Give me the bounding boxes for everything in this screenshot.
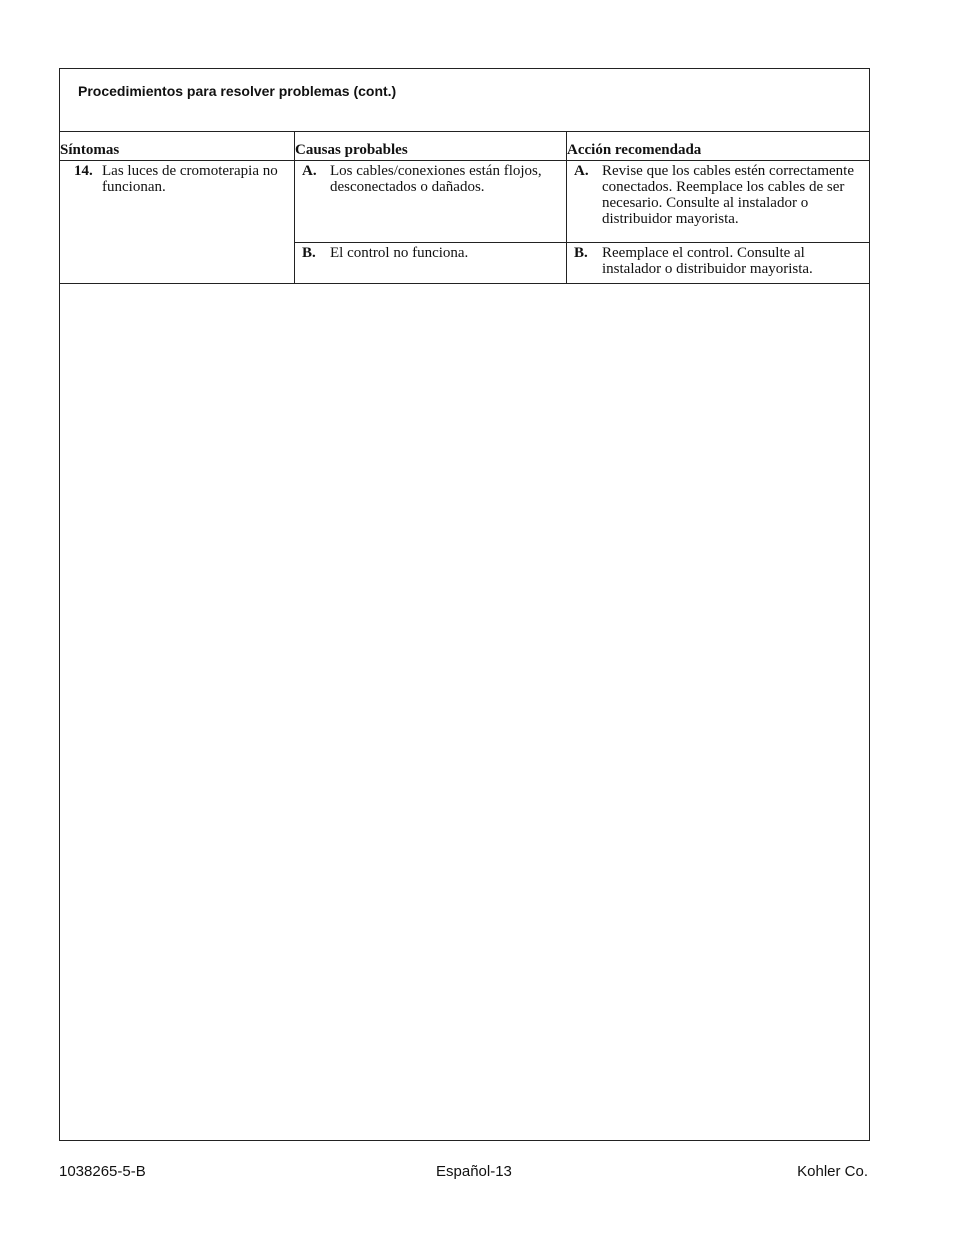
action-text: Reemplace el control. Consulte al instalador o distribuidor mayorista.: [602, 245, 813, 277]
action-cell: [567, 243, 869, 283]
action-letter: B.: [574, 245, 588, 261]
troubleshooting-table: [60, 131, 869, 284]
cause-cell: [295, 243, 567, 283]
section-title: Procedimientos para resolver problemas (cont.): [78, 83, 397, 99]
symptom-number: 14.: [74, 163, 93, 179]
table-header-row: [60, 132, 869, 161]
cause-letter: B.: [302, 245, 316, 261]
cause-text: El control no funciona.: [330, 245, 469, 261]
cause-row: [295, 161, 869, 242]
symptom-cell: [60, 161, 295, 283]
footer-company: Kohler Co.: [797, 1163, 868, 1180]
cause-letter: A.: [302, 163, 317, 179]
document-frame: [59, 68, 870, 1141]
action-text: Revise que los cables estén correctamente conectados. Reemplace los cables de ser necesario. Consulte al instalador o distribuidor mayorista.: [602, 163, 854, 227]
footer-doc-number: 1038265-5-B: [59, 1163, 146, 1180]
footer-page-number: Español-13: [436, 1163, 512, 1180]
header-causes: Causas probables: [295, 132, 567, 160]
cause-row: [295, 242, 869, 283]
action-letter: A.: [574, 163, 589, 179]
action-cell: [567, 161, 869, 242]
causes-actions: [295, 161, 869, 283]
symptom-text: Las luces de cromoterapia no funcionan.: [102, 163, 278, 195]
cause-text: Los cables/conexiones están flojos, desconectados o dañados.: [330, 163, 542, 195]
header-symptoms: Síntomas: [60, 132, 295, 160]
cause-cell: [295, 161, 567, 242]
header-action: Acción recomendada: [567, 142, 702, 158]
table-row: [60, 161, 869, 283]
